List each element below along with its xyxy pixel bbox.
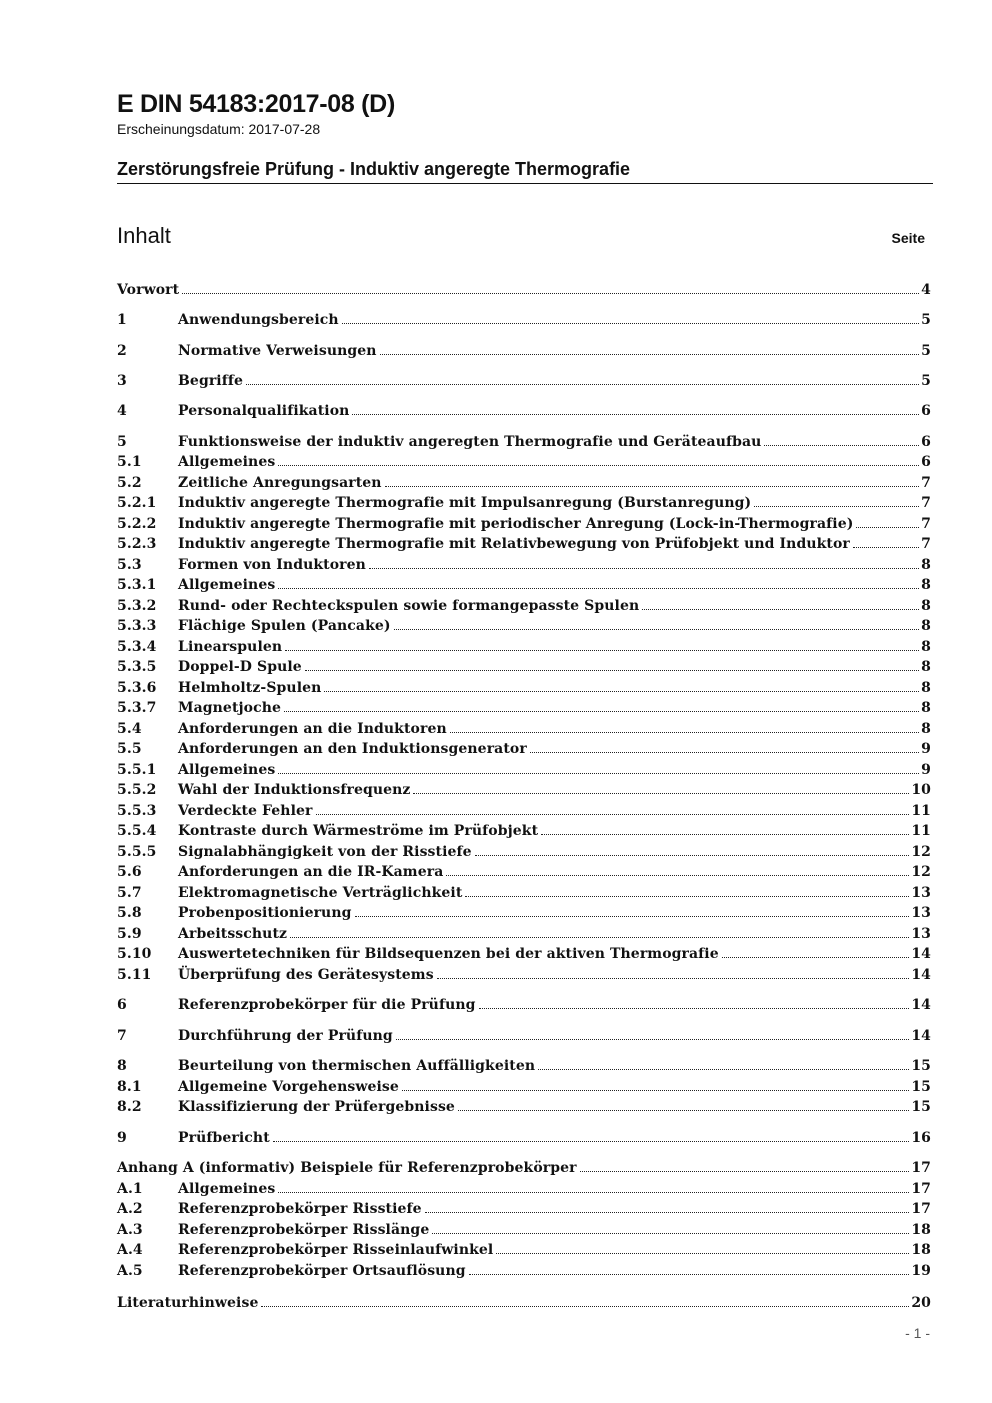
toc-entry-page: 8 xyxy=(921,557,931,573)
toc-dot-leader xyxy=(458,1097,909,1111)
toc-dot-leader xyxy=(394,616,920,630)
toc-entry-page: 15 xyxy=(911,1079,931,1095)
toc-dot-leader xyxy=(856,514,919,528)
toc-dot-leader xyxy=(278,760,919,774)
toc-entry[interactable] xyxy=(117,596,931,616)
toc-entry-page: 17 xyxy=(911,1181,931,1197)
toc-entry[interactable] xyxy=(117,452,931,472)
toc-entry-title: Induktiv angeregte Thermografie mit periodischer Anregung (Lock-in-Thermografie) xyxy=(178,516,854,532)
toc-entry-number: 5.1 xyxy=(117,454,142,470)
toc-entry[interactable] xyxy=(117,1077,931,1097)
toc-dot-leader xyxy=(530,739,919,753)
toc-dot-leader xyxy=(479,995,910,1009)
toc-entry-number: 5.5.3 xyxy=(117,803,157,819)
toc-entry[interactable] xyxy=(117,995,931,1015)
toc-entry-title: Kontraste durch Wärmeströme im Prüfobjekt xyxy=(178,823,539,839)
toc-entry-page: 6 xyxy=(921,434,931,450)
toc-entry-number: 4 xyxy=(117,403,127,419)
toc-entry-number: 5.2.3 xyxy=(117,536,157,552)
toc-entry[interactable] xyxy=(117,1026,931,1046)
toc-entry-title: Begriffe xyxy=(178,373,243,389)
toc-entry-title: Helmholtz-Spulen xyxy=(178,680,322,696)
toc-entry-number: 5.2.2 xyxy=(117,516,157,532)
toc-entry-page: 8 xyxy=(921,659,931,675)
toc-entry[interactable] xyxy=(117,678,931,698)
toc-entry-number: 5.5.1 xyxy=(117,762,157,778)
toc-dot-leader xyxy=(764,432,919,446)
toc-entry-number: 5 xyxy=(117,434,127,450)
toc-entry-page: 6 xyxy=(921,454,931,470)
toc-entry-number: 8 xyxy=(117,1058,127,1074)
toc-entry-page: 13 xyxy=(911,905,931,921)
toc-entry-page: 7 xyxy=(921,516,931,532)
toc-dot-leader xyxy=(465,883,909,897)
toc-dot-leader xyxy=(496,1240,909,1254)
toc-entry-page: 17 xyxy=(911,1201,931,1217)
toc-entry[interactable] xyxy=(117,616,931,636)
toc-dot-leader xyxy=(754,493,919,507)
toc-entry[interactable] xyxy=(117,1056,931,1076)
toc-entry-title: Allgemeines xyxy=(178,577,276,593)
toc-entry-page: 14 xyxy=(911,997,931,1013)
toc-entry[interactable] xyxy=(117,821,931,841)
toc-entry[interactable] xyxy=(117,310,931,330)
toc-dot-leader xyxy=(380,341,920,355)
toc-entry[interactable] xyxy=(117,780,931,800)
toc-entry-title: Referenzprobekörper Risstiefe xyxy=(178,1201,422,1217)
footer-page-number: - 1 - xyxy=(905,1325,930,1341)
toc-dot-leader xyxy=(278,1179,909,1193)
toc-entry-number: 5.3.1 xyxy=(117,577,157,593)
toc-dot-leader xyxy=(369,555,919,569)
toc-entry-page: 13 xyxy=(911,926,931,942)
toc-entry-number: A.2 xyxy=(117,1201,143,1217)
toc-entry-title: Beurteilung von thermischen Auffälligkeiten xyxy=(178,1058,536,1074)
toc-dot-leader xyxy=(402,1077,909,1091)
toc-entry-title: Doppel-D Spule xyxy=(178,659,302,675)
toc-dot-leader xyxy=(853,534,919,548)
toc-entry-number: 9 xyxy=(117,1130,127,1146)
toc-dot-leader xyxy=(425,1199,910,1213)
toc-dot-leader xyxy=(278,452,919,466)
toc-entry-number: A.3 xyxy=(117,1222,143,1238)
toc-entry-number: 5.2 xyxy=(117,475,142,491)
toc-entry-page: 7 xyxy=(921,495,931,511)
toc-dot-leader xyxy=(278,575,919,589)
toc-entry-page: 6 xyxy=(921,403,931,419)
toc-entry[interactable] xyxy=(117,514,931,534)
toc-entry-page: 11 xyxy=(911,803,931,819)
toc-entry-title: Anhang A (informativ) Beispiele für Referenzprobekörper xyxy=(117,1160,577,1176)
toc-entry-title: Rund- oder Rechteckspulen sowie formangepasste Spulen xyxy=(178,598,640,614)
toc-entry-title: Induktiv angeregte Thermografie mit Relativbewegung von Prüfobjekt und Induktor xyxy=(178,536,850,552)
toc-entry[interactable] xyxy=(117,801,931,821)
toc-entry[interactable] xyxy=(117,965,931,985)
toc-entry-title: Elektromagnetische Verträglichkeit xyxy=(178,885,463,901)
toc-entry-number: 2 xyxy=(117,343,127,359)
toc-dot-leader xyxy=(355,903,910,917)
toc-entry-number: 5.9 xyxy=(117,926,142,942)
toc-entry-page: 14 xyxy=(911,1028,931,1044)
toc-entry-number: 5.6 xyxy=(117,864,142,880)
toc-entry-number: A.5 xyxy=(117,1263,143,1279)
toc-entry[interactable] xyxy=(117,698,931,718)
toc-heading: Inhalt xyxy=(117,223,171,248)
toc-dot-leader xyxy=(182,280,919,294)
toc-entry-title: Referenzprobekörper Risslänge xyxy=(178,1222,430,1238)
toc-entry-number: 5.8 xyxy=(117,905,142,921)
toc-entry[interactable] xyxy=(117,555,931,575)
toc-entry-page: 12 xyxy=(911,844,931,860)
toc-entry-page: 11 xyxy=(911,823,931,839)
toc-dot-leader xyxy=(469,1261,910,1275)
toc-dot-leader xyxy=(432,1220,909,1234)
toc-entry[interactable] xyxy=(117,637,931,657)
toc-entry-title: Flächige Spulen (Pancake) xyxy=(178,618,391,634)
toc-entry-title: Überprüfung des Gerätesystems xyxy=(178,967,434,983)
toc-dot-leader xyxy=(396,1026,910,1040)
toc-entry-number: 5.3.3 xyxy=(117,618,157,634)
toc-entry-number: 5.3.4 xyxy=(117,639,157,655)
toc-entry-page: 5 xyxy=(921,343,931,359)
toc-entry-number: 5.3.5 xyxy=(117,659,157,675)
toc-dot-leader xyxy=(580,1158,910,1172)
toc-entry[interactable] xyxy=(117,1240,931,1260)
toc-entry-number: 5.5.4 xyxy=(117,823,157,839)
toc-entry-number: 3 xyxy=(117,373,127,389)
toc-entry-number: 5.5.5 xyxy=(117,844,157,860)
toc-entry-page: 4 xyxy=(921,282,931,298)
toc-entry-title: Zeitliche Anregungsarten xyxy=(178,475,382,491)
toc-dot-leader xyxy=(342,310,919,324)
toc-entry-page: 14 xyxy=(911,967,931,983)
toc-entry[interactable] xyxy=(117,1220,931,1240)
toc-entry-title: Arbeitsschutz xyxy=(178,926,288,942)
toc-entry[interactable] xyxy=(117,1158,931,1178)
toc-entry-page: 17 xyxy=(911,1160,931,1176)
toc-entry-page: 20 xyxy=(911,1295,931,1311)
toc-entry-title: Vorwort xyxy=(117,282,180,298)
toc-entry-number: 6 xyxy=(117,997,127,1013)
toc-entry-number: 5.3.2 xyxy=(117,598,157,614)
toc-entry-page: 5 xyxy=(921,373,931,389)
toc-entry-title: Verdeckte Fehler xyxy=(178,803,313,819)
toc-dot-leader xyxy=(538,1056,909,1070)
toc-entry-number: 7 xyxy=(117,1028,127,1044)
toc-entry-page: 5 xyxy=(921,312,931,328)
toc-dot-leader xyxy=(475,842,910,856)
toc-dot-leader xyxy=(722,944,910,958)
toc-entry[interactable] xyxy=(117,842,931,862)
toc-entry[interactable] xyxy=(117,657,931,677)
toc-entry-number: 5.5 xyxy=(117,741,142,757)
toc-entry-page: 10 xyxy=(911,782,931,798)
toc-entry-page: 8 xyxy=(921,598,931,614)
toc-entry-number: 5.3.7 xyxy=(117,700,157,716)
toc-dot-leader xyxy=(450,719,919,733)
toc-entry-title: Allgemeines xyxy=(178,454,276,470)
toc-entry[interactable] xyxy=(117,1199,931,1219)
toc-entry[interactable] xyxy=(117,401,931,421)
toc-entry-page: 7 xyxy=(921,475,931,491)
toc-entry[interactable] xyxy=(117,280,931,300)
toc-entry-page: 18 xyxy=(911,1222,931,1238)
toc-dot-leader xyxy=(290,924,909,938)
toc-entry-title: Wahl der Induktionsfrequenz xyxy=(178,782,411,798)
toc-entry-page: 8 xyxy=(921,639,931,655)
toc-entry[interactable] xyxy=(117,924,931,944)
toc-dot-leader xyxy=(246,371,919,385)
toc-entry-title: Formen von Induktoren xyxy=(178,557,366,573)
toc-entry-page: 15 xyxy=(911,1099,931,1115)
toc-entry[interactable] xyxy=(117,1179,931,1199)
toc-dot-leader xyxy=(437,965,910,979)
toc-entry[interactable] xyxy=(117,575,931,595)
toc-entry-title: Anforderungen an die Induktoren xyxy=(178,721,447,737)
toc-entry-title: Referenzprobekörper für die Prüfung xyxy=(178,997,476,1013)
toc-entry[interactable] xyxy=(117,493,931,513)
toc-entry-title: Literaturhinweise xyxy=(117,1295,259,1311)
toc-entry[interactable] xyxy=(117,760,931,780)
toc-entry-title: Auswertetechniken für Bildsequenzen bei der aktiven Thermografie xyxy=(178,946,719,962)
toc-entry-title: Allgemeines xyxy=(178,1181,276,1197)
toc-entry[interactable] xyxy=(117,1097,931,1117)
toc-entry-number: 5.4 xyxy=(117,721,142,737)
toc-dot-leader xyxy=(316,801,910,815)
toc-entry-page: 16 xyxy=(911,1130,931,1146)
toc-entry-page: 9 xyxy=(921,741,931,757)
toc-entry-number: 5.5.2 xyxy=(117,782,157,798)
toc-entry-title: Allgemeines xyxy=(178,762,276,778)
toc-entry-number: 5.3.6 xyxy=(117,680,157,696)
toc-entry-number: 5.2.1 xyxy=(117,495,157,511)
toc-entry-number: 1 xyxy=(117,312,127,328)
toc-dot-leader xyxy=(305,657,919,671)
toc-entry[interactable] xyxy=(117,883,931,903)
toc-entry-title: Referenzprobekörper Risseinlaufwinkel xyxy=(178,1242,494,1258)
toc-entry-title: Anforderungen an die IR-Kamera xyxy=(178,864,444,880)
toc-entry-page: 8 xyxy=(921,680,931,696)
toc-entry-page: 13 xyxy=(911,885,931,901)
toc-entry-page: 12 xyxy=(911,864,931,880)
toc-entry-number: 5.10 xyxy=(117,946,152,962)
toc-entry-page: 8 xyxy=(921,721,931,737)
toc-entry[interactable] xyxy=(117,432,931,452)
toc-entry[interactable] xyxy=(117,739,931,759)
toc-entry-number: 8.1 xyxy=(117,1079,142,1095)
toc-entry[interactable] xyxy=(117,341,931,361)
toc-entry[interactable] xyxy=(117,473,931,493)
toc-entry[interactable] xyxy=(117,719,931,739)
toc-entry-page: 8 xyxy=(921,577,931,593)
toc-dot-leader xyxy=(413,780,909,794)
toc-entry[interactable] xyxy=(117,1293,931,1313)
toc-dot-leader xyxy=(385,473,920,487)
document-id: E DIN 54183:2017-08 (D) xyxy=(117,90,395,118)
toc-entry-page: 15 xyxy=(911,1058,931,1074)
toc-entry-page: 18 xyxy=(911,1242,931,1258)
toc-entry-title: Funktionsweise der induktiv angeregten Thermografie und Geräteaufbau xyxy=(178,434,762,450)
toc-entry-title: Referenzprobekörper Ortsauflösung xyxy=(178,1263,466,1279)
toc-dot-leader xyxy=(642,596,919,610)
toc-dot-leader xyxy=(284,698,919,712)
toc-entry[interactable] xyxy=(117,371,931,391)
toc-dot-leader xyxy=(352,401,919,415)
toc-entry-title: Allgemeine Vorgehensweise xyxy=(178,1079,399,1095)
toc-dot-leader xyxy=(273,1128,910,1142)
toc-entry[interactable] xyxy=(117,534,931,554)
toc-entry-number: 5.7 xyxy=(117,885,142,901)
toc-entry[interactable] xyxy=(117,1261,931,1281)
toc-entry-title: Normative Verweisungen xyxy=(178,343,377,359)
page-column-label: Seite xyxy=(891,230,925,246)
toc-entry-number: 5.3 xyxy=(117,557,142,573)
toc-entry-page: 8 xyxy=(921,618,931,634)
toc-entry-title: Linearspulen xyxy=(178,639,283,655)
toc-entry-number: 5.11 xyxy=(117,967,152,983)
toc-entry-title: Anforderungen an den Induktionsgenerator xyxy=(178,741,527,757)
toc-entry-page: 8 xyxy=(921,700,931,716)
toc-entry-number: A.1 xyxy=(117,1181,143,1197)
toc-entry-title: Anwendungsbereich xyxy=(178,312,339,328)
toc-dot-leader xyxy=(324,678,919,692)
toc-entry-title: Magnetjoche xyxy=(178,700,282,716)
toc-entry-title: Personalqualifikation xyxy=(178,403,350,419)
toc-entry-title: Prüfbericht xyxy=(178,1130,270,1146)
toc-entry-page: 7 xyxy=(921,536,931,552)
toc-dot-leader xyxy=(261,1293,909,1307)
toc-dot-leader xyxy=(446,862,909,876)
toc-entry-title: Induktiv angeregte Thermografie mit Impulsanregung (Burstanregung) xyxy=(178,495,752,511)
toc-entry[interactable] xyxy=(117,862,931,882)
toc-entry-title: Probenpositionierung xyxy=(178,905,352,921)
toc-dot-leader xyxy=(541,821,909,835)
toc-entry[interactable] xyxy=(117,903,931,923)
toc-entry-page: 9 xyxy=(921,762,931,778)
toc-entry-number: A.4 xyxy=(117,1242,143,1258)
toc-entry-page: 19 xyxy=(911,1263,931,1279)
toc-entry-page: 14 xyxy=(911,946,931,962)
toc-entry-title: Signalabhängigkeit von der Risstiefe xyxy=(178,844,472,860)
toc-entry-number: 8.2 xyxy=(117,1099,142,1115)
publication-date: Erscheinungsdatum: 2017-07-28 xyxy=(117,121,321,137)
toc-entry-title: Durchführung der Prüfung xyxy=(178,1028,393,1044)
toc-entry-title: Klassifizierung der Prüfergebnisse xyxy=(178,1099,455,1115)
toc-dot-leader xyxy=(285,637,919,651)
toc-entry[interactable] xyxy=(117,1128,931,1148)
toc-entry[interactable] xyxy=(117,944,931,964)
document-title: Zerstörungsfreie Prüfung - Induktiv angeregte Thermografie xyxy=(117,159,631,179)
